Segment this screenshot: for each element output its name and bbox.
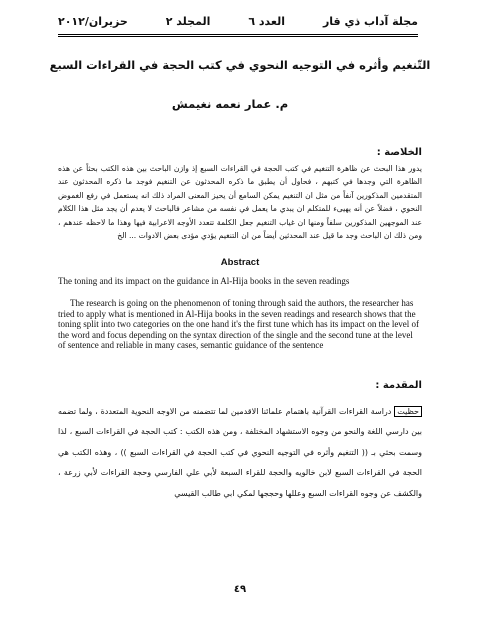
issue-date: حزيران/٢٠١٢ (58, 14, 128, 28)
intro-text: دراسة القراءات القرآنية باهتمام علمائنا الاقدمين لما تتضمنه من الاوجه النحوية المتعددة ، ولما تضمه بين دارسي اللغة والنحو من وجوه الاستشهاد المختلفة ، ومن هذه الكتب : كتب الحجة في القراءات السبع ، لذا وسمت بحثي بـ (( التنغيم وأثره في التوجيه النحوي في كتب الحجة في القراءات السبع )) ، وهذه الكتب هي الحجة في القراءات السبع لابن خالويه والحجة للقراء السبعة لأبي علي الفارسي وحجة القراءات لأبي زرعة ، والكشف عن وجوه القراءات السبع وعللها وحججها لمكي ابي طالب القيسي (58, 407, 422, 498)
abstract-text: The research is going on the phenomenon of toning through said the authors, the researcher has tried to apply what is mentioned in Al-Hija books in the seven readings and research shows that the toning split into two categories on the one hand it's the first tune which has its impact on the level of the word and focus depending on the syntax direction of the single and the second tune at the level of sentence and reliable in many cases, semantic guidance of the sentence (58, 298, 420, 350)
intro-paragraph (58, 402, 422, 504)
journal-name: مجلة آداب ذي قار (322, 14, 418, 28)
abstract-heading: Abstract (220, 257, 260, 268)
intro-heading: المقدمة : (375, 380, 422, 391)
intro-first-word: حظيت (394, 406, 422, 417)
summary-heading: الخلاصة : (376, 147, 422, 158)
journal-header (58, 10, 418, 37)
issue-number: العدد ٦ (248, 14, 285, 28)
paper-title: التّنغيم وأثره في التوجيه النحوي في كتب الحجة في القراءات السبع (49, 58, 431, 72)
summary-text: يدور هذا البحث عن ظاهرة التنغيم في كتب الحجة في القراءات السبع إذ وازن الباحث بين هذه الكتب بحثاً عن هذه الظاهرة التي وجدها في كتبهم ، فحاول أن يطبق ما ذكره المحدثون عن التنغيم فوجد ما ذكره المحدثون عند المتقدمين المذكورين آنفاً من مثل ان التنغيم يمكن السامع أن يحيز المعنى المراد ذلك انه يستعمل في رفع الغموض النحوي ، فضلاً عن أنه يهيىء للمتكلم ان يبدي ما يعمل في نفسه من مشاعر فالباحث لا يعدم أن يجد مثل هذا الكلام عند الموجهين المذكورين سلفاً ومنها ان غياب التنغيم جعل الكلمة تتعدد الأوجه الاعرابية فيها وهذا ما لاحظه عندهم ، ومن ذلك ان الباحث وجد ما قيل عند المحدثين أيضاً من ان التنغيم يؤدي مؤدى بعض الادوات ... الخ (58, 164, 422, 241)
volume-number: المجلد ٢ (165, 14, 211, 28)
author-name: م. عمار نعمه نغيمش (171, 97, 289, 111)
page-number: ٤٩ (233, 584, 247, 595)
abstract-title-line: The toning and its impact on the guidance in Al-Hija books in the seven readings (58, 276, 350, 286)
